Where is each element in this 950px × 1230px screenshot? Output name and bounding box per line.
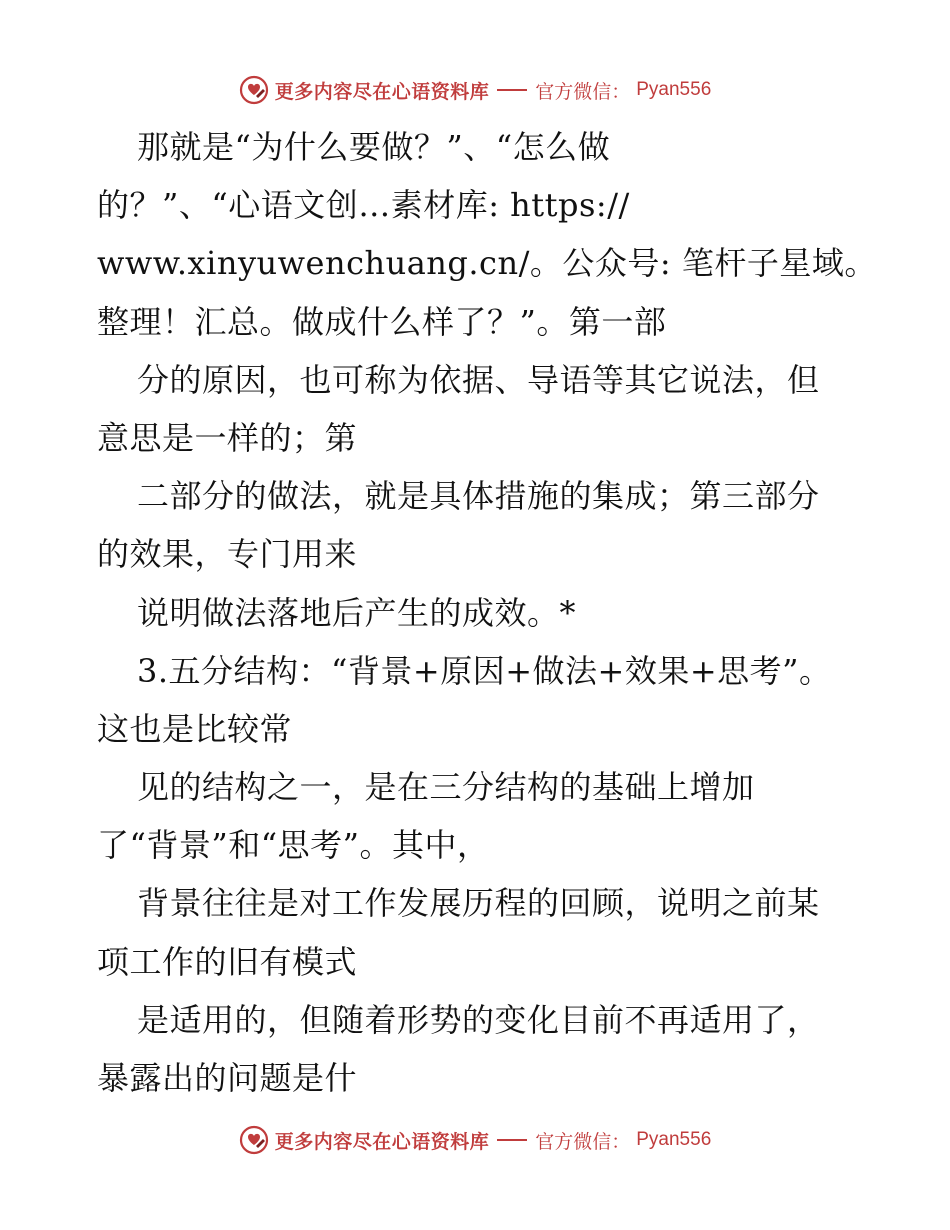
- body-line: 见的结构之一，是在三分结构的基础上增加: [137, 768, 755, 807]
- footer-banner-label: 官方微信：: [535, 1130, 631, 1153]
- body-line: 这也是比较常: [97, 709, 293, 748]
- body-line: 背景往往是对工作发展历程的回顾，说明之前某: [137, 884, 820, 923]
- body-line: www.xinyuwenchuang.cn/。公众号: 笔杆子星域。: [97, 244, 877, 283]
- body-line: 意思是一样的；第: [97, 418, 358, 457]
- header-banner-separator: [497, 89, 527, 91]
- document-body: [97, 118, 877, 1107]
- footer-banner: [0, 1120, 950, 1160]
- body-line: 二部分的做法，就是具体措施的集成；第三部分: [137, 477, 820, 516]
- header-banner-label: 官方微信：: [535, 80, 631, 103]
- body-line: 项工作的旧有模式: [97, 942, 358, 981]
- body-line: 说明做法落地后产生的成效。*: [137, 593, 577, 632]
- footer-banner-content: [239, 1125, 712, 1155]
- body-line: 了“背景”和“思考”。其中，: [97, 826, 490, 865]
- heart-pen-logo-icon: [239, 75, 269, 105]
- header-banner: [0, 70, 950, 110]
- heart-pen-logo-icon: [239, 1125, 269, 1155]
- footer-banner-text: 更多内容尽在心语资料库: [274, 1130, 490, 1153]
- footer-banner-handle: Pyan556: [636, 1129, 712, 1150]
- body-line: 那就是“为什么要做？”、“怎么做: [137, 128, 611, 166]
- body-line: 3.五分结构：“背景+原因+做法+效果+思考”。: [137, 651, 832, 690]
- body-line: 分的原因，也可称为依据、导语等其它说法，但: [137, 360, 820, 399]
- header-banner-handle: Pyan556: [636, 79, 712, 100]
- body-line: 暴露出的问题是什: [97, 1059, 358, 1097]
- body-line: 的效果，专门用来: [97, 535, 358, 574]
- footer-banner-separator: [497, 1139, 527, 1141]
- body-line: 的？”、“心语文创…素材库: https://: [97, 186, 630, 225]
- header-banner-text: 更多内容尽在心语资料库: [274, 80, 490, 103]
- header-banner-content: [239, 75, 712, 105]
- body-line: 整理！汇总。做成什么样了？”。第一部: [97, 302, 667, 341]
- body-line: 是适用的，但随着形势的变化目前不再适用了，: [137, 1000, 820, 1039]
